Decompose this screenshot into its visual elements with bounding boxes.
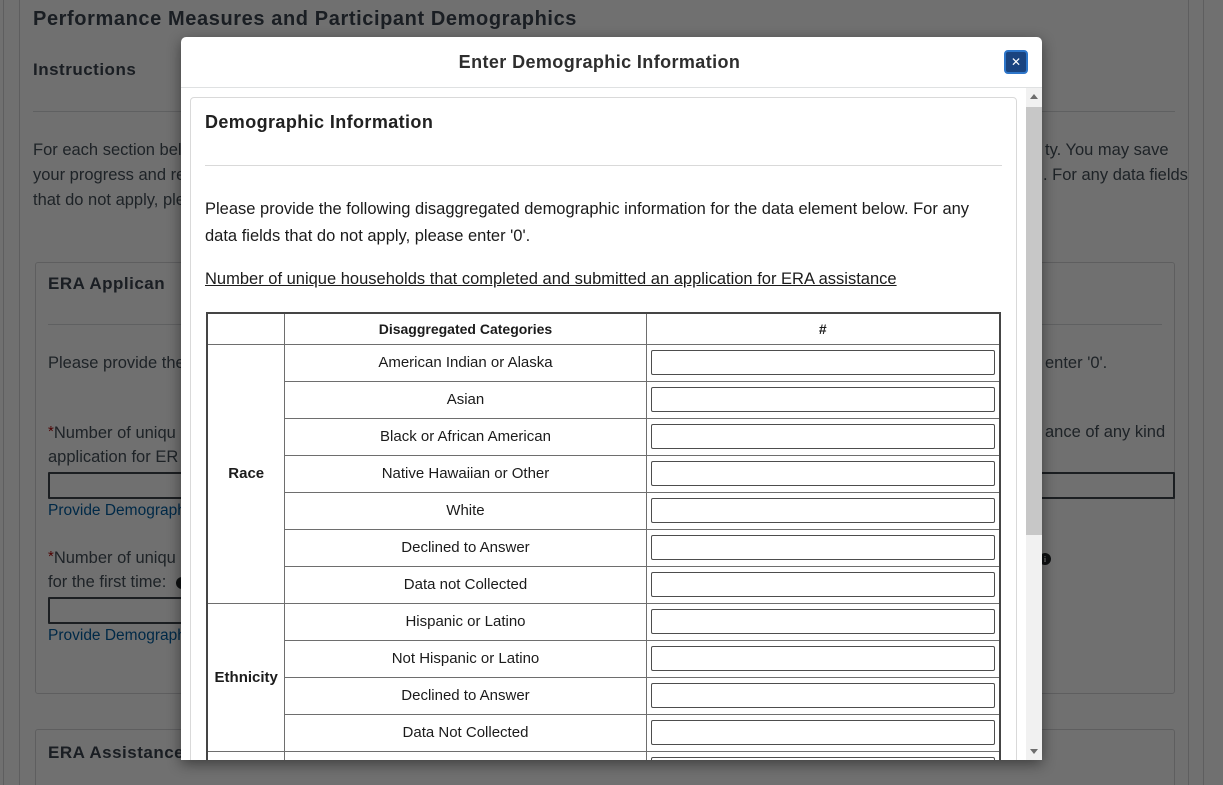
category-cell: Asian [285, 381, 646, 418]
category-cell: Declined to Answer [285, 677, 646, 714]
table-row [207, 714, 1000, 751]
count-cell [646, 603, 1000, 640]
modal-header [181, 37, 1042, 88]
demographic-info-card [190, 97, 1017, 760]
count-column-header: # [646, 313, 1000, 344]
count-input[interactable] [651, 720, 995, 745]
table-row [207, 603, 1000, 640]
category-cell [285, 751, 646, 760]
count-cell [646, 751, 1000, 760]
close-icon[interactable]: ✕ [1004, 50, 1028, 74]
count-cell [646, 529, 1000, 566]
category-cell: Declined to Answer [285, 529, 646, 566]
category-cell: White [285, 492, 646, 529]
table-row [207, 529, 1000, 566]
table-row [207, 455, 1000, 492]
group-label-ethnicity: Ethnicity [207, 603, 285, 751]
count-input[interactable] [651, 683, 995, 708]
card-divider [205, 165, 1002, 166]
count-cell [646, 455, 1000, 492]
data-element-label: Number of unique households that completed and submitted an application for ERA assistance [205, 270, 897, 288]
count-cell [646, 344, 1000, 381]
count-input[interactable] [651, 424, 995, 449]
count-input[interactable] [651, 498, 995, 523]
count-input[interactable] [651, 461, 995, 486]
demographic-info-heading: Demographic Information [205, 112, 434, 132]
count-cell [646, 492, 1000, 529]
scrollbar-down-arrow-icon[interactable] [1026, 743, 1042, 760]
table-header-row [207, 313, 1000, 344]
count-cell [646, 418, 1000, 455]
modal-title: Enter Demographic Information [458, 51, 741, 72]
category-cell: Not Hispanic or Latino [285, 640, 646, 677]
demographics-table [206, 312, 1001, 760]
modal-scrollbar[interactable] [1026, 88, 1042, 760]
count-cell [646, 566, 1000, 603]
count-input[interactable] [651, 609, 995, 634]
count-input[interactable] [651, 646, 995, 671]
table-row [207, 677, 1000, 714]
table-row [207, 418, 1000, 455]
count-cell [646, 677, 1000, 714]
table-row [207, 381, 1000, 418]
category-cell: Native Hawaiian or Other [285, 455, 646, 492]
enter-demographic-modal [181, 37, 1042, 760]
table-row [207, 492, 1000, 529]
count-cell [646, 640, 1000, 677]
count-input[interactable] [651, 387, 995, 412]
count-input[interactable] [651, 535, 995, 560]
demographic-info-description: Please provide the following disaggregated demographic information for the data element below. For any data fields that do not apply, please enter '0'. [205, 200, 970, 245]
count-input[interactable] [651, 350, 995, 375]
modal-body [181, 88, 1042, 760]
group-label-race: Race [207, 344, 285, 603]
scrollbar-thumb[interactable] [1026, 107, 1042, 535]
group-label-next [207, 751, 285, 760]
category-cell: Data not Collected [285, 566, 646, 603]
category-cell: Black or African American [285, 418, 646, 455]
scrollbar-up-arrow-icon[interactable] [1026, 88, 1042, 105]
table-row [207, 344, 1000, 381]
table-row [207, 751, 1000, 760]
count-input[interactable] [651, 572, 995, 597]
table-row [207, 566, 1000, 603]
categories-column-header: Disaggregated Categories [285, 313, 646, 344]
count-input[interactable] [651, 757, 995, 760]
table-row [207, 640, 1000, 677]
category-cell: Hispanic or Latino [285, 603, 646, 640]
category-cell: American Indian or Alaska [285, 344, 646, 381]
count-cell [646, 381, 1000, 418]
group-column-header [207, 313, 285, 344]
modal-content [181, 88, 1026, 760]
category-cell: Data Not Collected [285, 714, 646, 751]
count-cell [646, 714, 1000, 751]
